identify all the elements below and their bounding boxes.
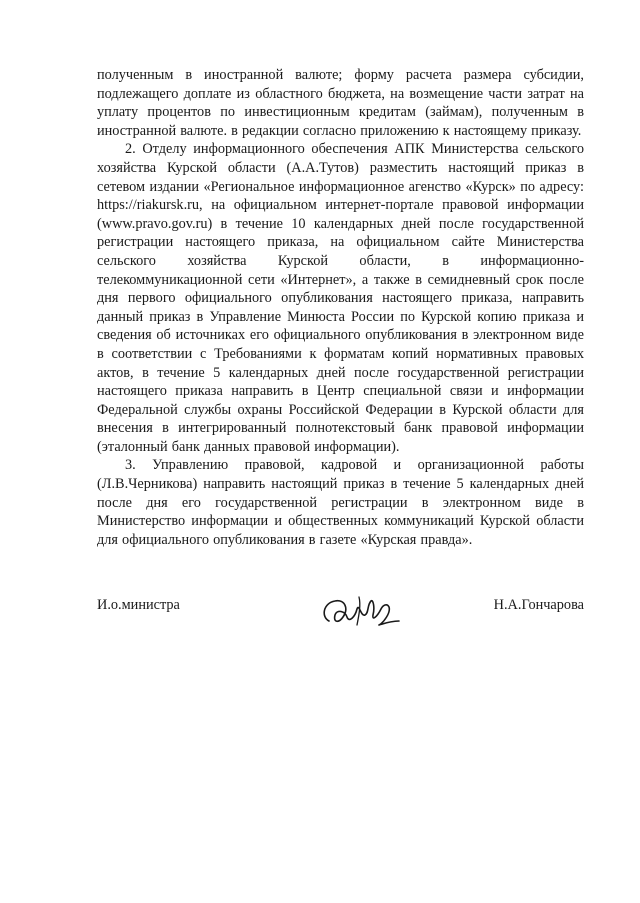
signatory-name: Н.А.Гончарова <box>493 597 584 613</box>
document-body <box>97 66 584 549</box>
paragraph-item-2: 2. Отделу информационного обеспечения АПК Министерства сельского хозяйства Курской области (А.А.Тутов) разместить настоящий приказ в сетевом издании «Региональное информационное агенство «Курск» по адресу: https://riakursk.ru, на официальном интернет-портале правовой информации (www.pravo.gov.ru) в течение 10 календарных дней после государственной регистрации настоящего приказа, на официальном сайте Министерства сельского хозяйства Курской области, в информационно-телекоммуникационной сети «Интернет», а также в семидневный срок после дня первого официального опубликования настоящего приказа, направить данный приказ в Управление Минюста России по Курской копию приказа и сведения об источниках его официального опубликования в электронном виде в соответствии с Требованиями к форматам копий нормативных правовых актов, в течение 5 календарных дней после государственной регистрации настоящего приказа направить в Центр специальной связи и информации Федеральной службы охраны Российской Федерации в Курской области для внесения в интегрированный полнотекстовый банк правовой информации (эталонный банк данных правовой информации). <box>97 141 584 455</box>
signatory-title: И.о.министра <box>97 597 180 613</box>
paragraph-item-3: 3. Управлению правовой, кадровой и организационной работы (Л.В.Черникова) направить настоящий приказ в течение 5 календарных дней после дня его государственной регистрации в электронном виде в Министерство информации и общественных коммуникаций Курской области для официального опубликования в газете «Курская правда». <box>97 457 584 548</box>
paragraph-continuation: полученным в иностранной валюте; форму расчета размера субсидии, подлежащего доплате из областного бюджета, на возмещение части затрат на уплату процентов по инвестиционным кредитам (займам), полученным в иностранной валюте. в редакции согласно приложению к настоящему приказу. <box>97 67 584 139</box>
signature-block <box>97 587 584 635</box>
handwritten-signature-icon <box>315 587 405 635</box>
